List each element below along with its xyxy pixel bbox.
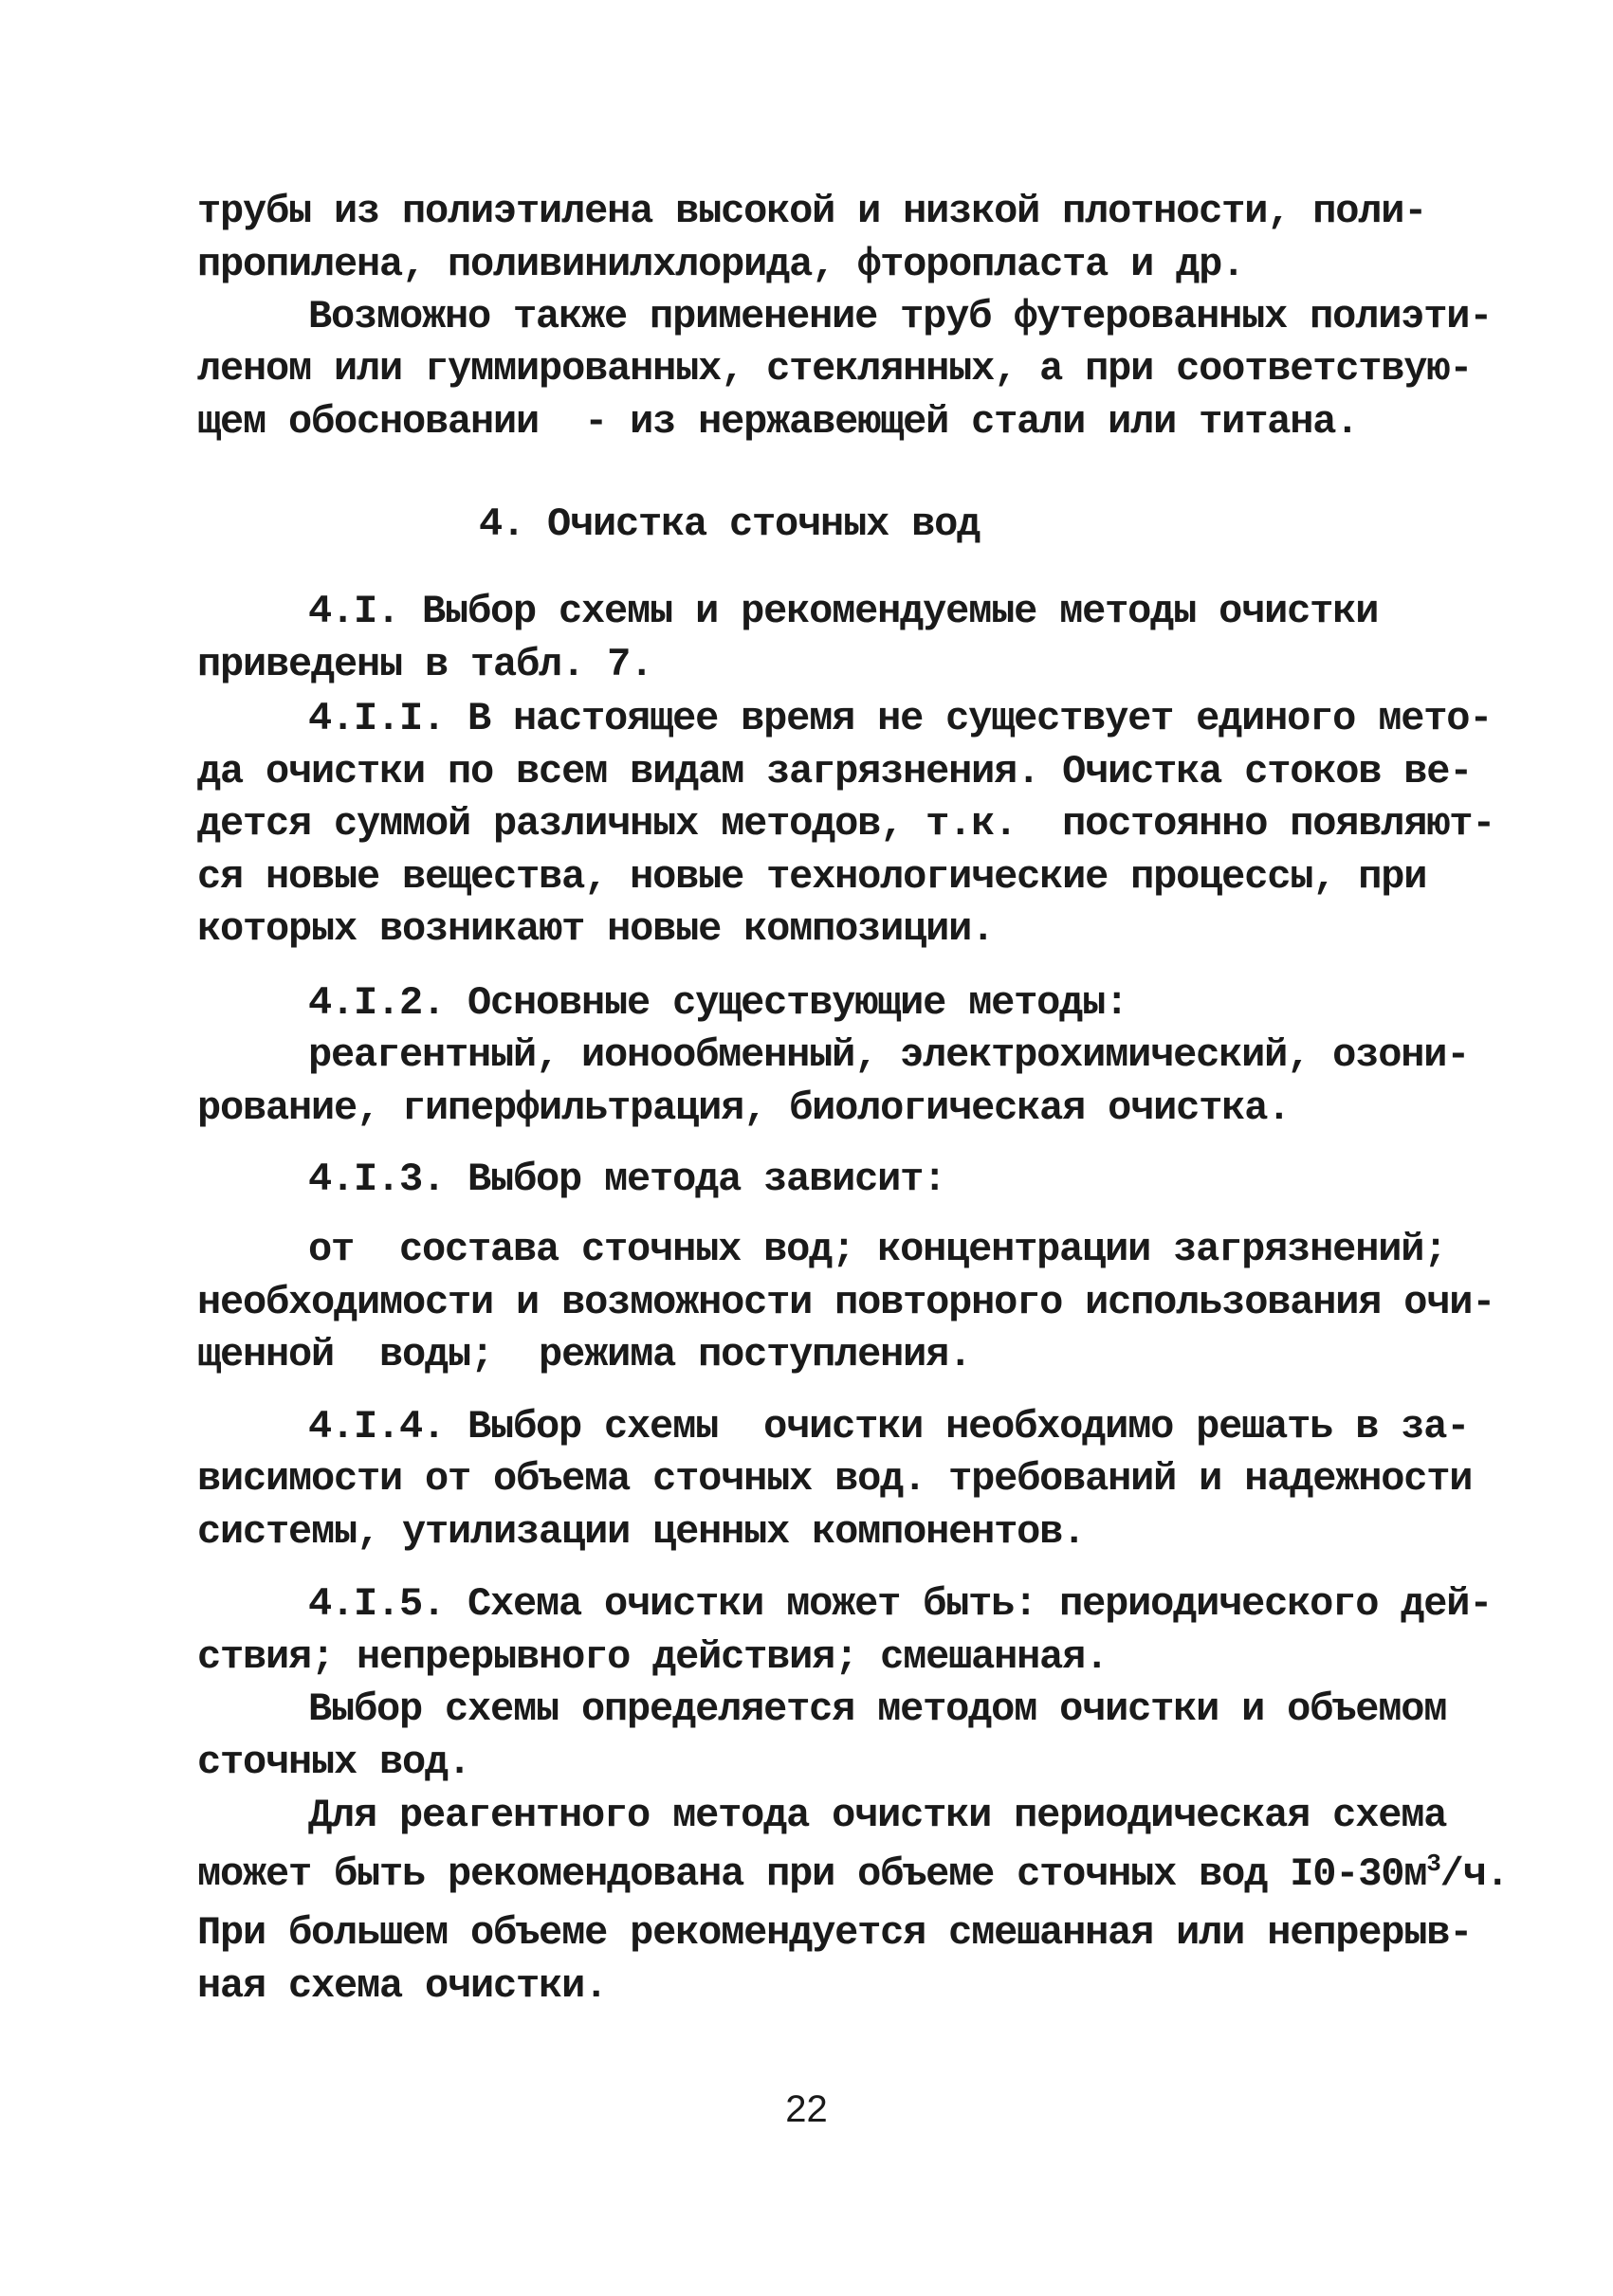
- text-line: Выбор схемы определяется методом очистки и объемом: [308, 1686, 1447, 1732]
- text-line: 4.I.4. Выбор схемы очистки необходимо решать в за-: [308, 1404, 1470, 1449]
- text-line: 4.I.2. Основные существующие методы:: [308, 980, 1128, 1026]
- text-line: от состава сточных вод; концентрации загрязнений;: [308, 1227, 1447, 1272]
- text-line: 4.I. Выбор схемы и рекомендуемые методы очистки: [308, 589, 1379, 634]
- superscript-3: 3: [1426, 1850, 1440, 1878]
- text-line: щем обосновании - из нержавеющей стали или титана.: [197, 399, 1359, 445]
- text-line: приведены в табл. 7.: [197, 642, 653, 687]
- text-line: 4.I.5. Схема очистки может быть: периодического дей-: [308, 1581, 1493, 1627]
- text-line: щенной воды; режима поступления.: [197, 1332, 972, 1377]
- text-line: ная схема очистки.: [197, 1963, 608, 2009]
- text-fragment: /ч.: [1439, 1851, 1509, 1897]
- text-fragment: может быть рекомендована при объеме сточных вод I0-30м: [197, 1851, 1427, 1897]
- text-line: ся новые вещества, новые технологические процессы, при: [197, 854, 1427, 900]
- text-line: ствия; непрерывного действия; смешанная.: [197, 1634, 1109, 1680]
- text-line: системы, утилизации ценных компонентов.: [197, 1509, 1086, 1555]
- text-line: Возможно также применение труб футерованных полиэти-: [308, 294, 1493, 339]
- text-line: Для реагентного метода очистки периодическая схема: [308, 1793, 1447, 1838]
- text-line: висимости от объема сточных вод. требований и надежности: [197, 1456, 1473, 1502]
- section-heading: 4. Очистка сточных вод: [479, 501, 981, 547]
- text-line-with-unit: [197, 1848, 1509, 1901]
- text-line: пропилена, поливинилхлорида, фторопласта и др.: [197, 242, 1245, 287]
- text-line: При большем объеме рекомендуется смешанная или непрерыв-: [197, 1910, 1473, 1956]
- text-line: рование, гиперфильтрация, биологическая очистка.: [197, 1085, 1291, 1131]
- text-line: трубы из полиэтилена высокой и низкой плотности, поли-: [197, 189, 1427, 234]
- text-line: реагентный, ионообменный, электрохимический, озони-: [308, 1032, 1470, 1078]
- text-line: 4.I.I. В настоящее время не существует единого мето-: [308, 696, 1493, 741]
- page-number: 22: [785, 2088, 828, 2130]
- text-line: дется суммой различных методов, т.к. постоянно появляют-: [197, 801, 1495, 847]
- text-line: леном или гуммированных, стеклянных, а при соответствую-: [197, 346, 1473, 392]
- text-line: да очистки по всем видам загрязнения. Очистка стоков ве-: [197, 749, 1473, 794]
- text-line: необходимости и возможности повторного использования очи-: [197, 1280, 1495, 1325]
- text-line: 4.I.3. Выбор метода зависит:: [308, 1157, 946, 1202]
- text-line: сточных вод.: [197, 1740, 471, 1785]
- text-line: которых возникают новые композиции.: [197, 906, 995, 952]
